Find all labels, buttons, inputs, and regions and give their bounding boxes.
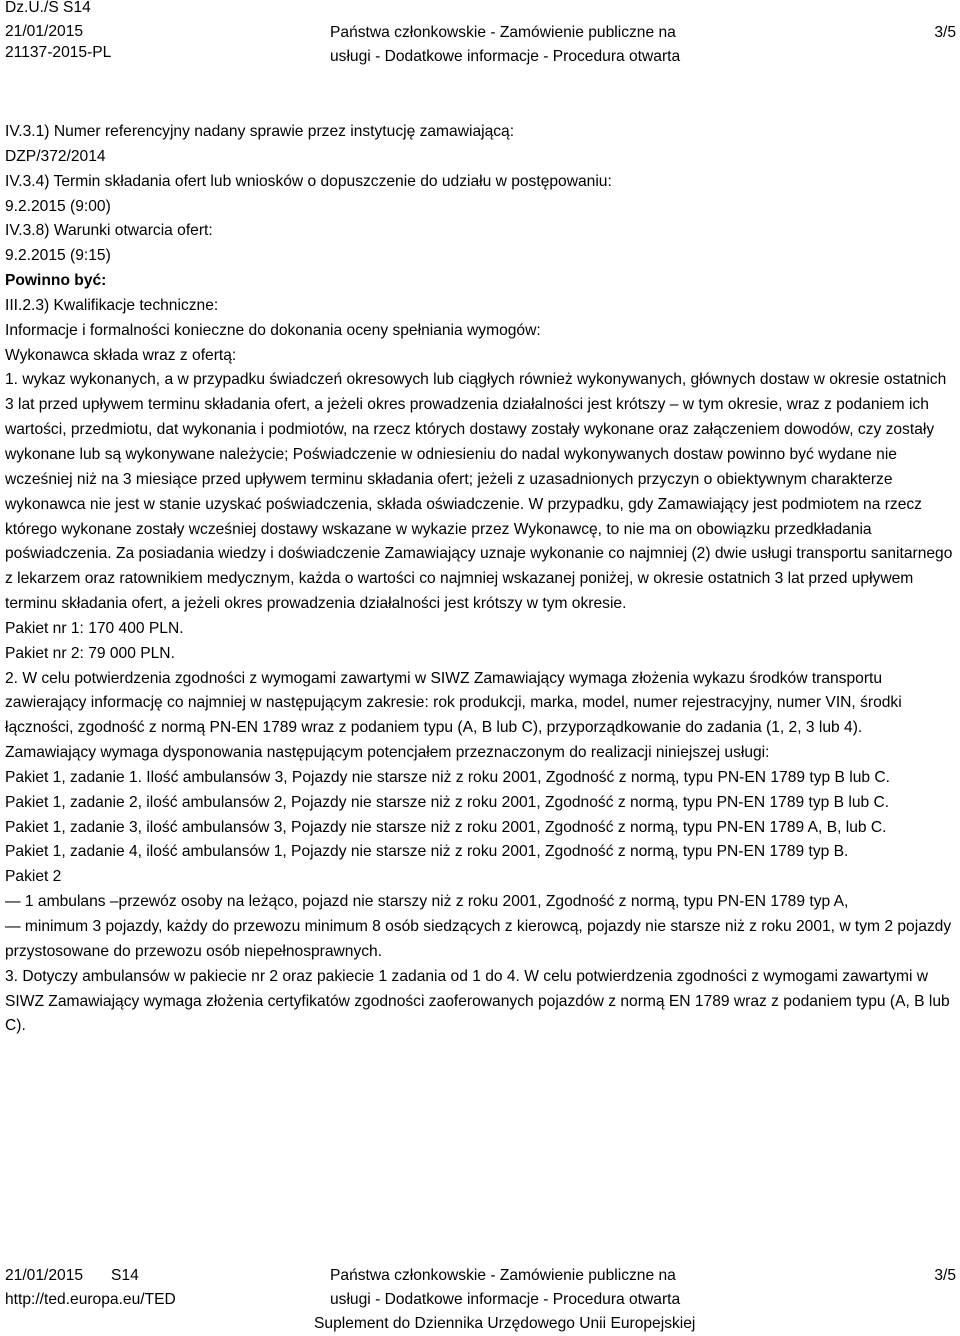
footer-date: 21/01/2015 (5, 1267, 84, 1284)
section-heading: IV.3.4) Termin składania ofert lub wniosków o dopuszczenie do udziału w postępowaniu: (5, 172, 612, 190)
paragraph: 3. Dotyczy ambulansów w pakiecie nr 2 oraz pakiecie 1 zadania od 1 do 4. W celu potwierdzenia zgodności z wymogami zawartymi w SIWZ Zamawiający wymaga złożenia certyfikatów zgodności zaoferowanych pojazdów z normą EN 1789 wraz z podaniem typu (A, B lub C). (5, 967, 950, 1035)
footer-title (314, 1264, 790, 1336)
paragraph: Zamawiający wymaga dysponowania następującym potencjałem przeznaczonym do realizacji niniejszej usługi: (5, 744, 770, 762)
paragraph: Pakiet 2 (5, 868, 62, 886)
header-title (330, 21, 750, 69)
paragraph: Pakiet 1, zadanie 1. Ilość ambulansów 3, Pojazdy nie starsze niż z roku 2001, Zgodność z normą, typu PN-EN 1789 typ B lub C. (5, 768, 890, 786)
footer-title-line2: usługi - Dodatkowe informacje - Procedura otwarta (330, 1291, 681, 1308)
paragraph: Pakiet 1, zadanie 4, ilość ambulansów 1, Pojazdy nie starsze niż z roku 2001, Zgodność z normą, typu PN-EN 1789 typ B. (5, 843, 849, 861)
paragraph: 1. wykaz wykonanych, a w przypadku świadczeń okresowych lub ciągłych również wykonywanych, głównych dostaw w okresie ostatnich 3 lat przed upływem terminu składania ofert, a jeżeli okres prowadzenia działalności jest krótszy – w tym okresie, wraz z podaniem ich wartości, przedmiotu, dat wykonania i podmiotów, na rzecz których dostawy zostały wykonane oraz załączeniem dowodów, czy zostały wykonane lub są wykonywane należycie; Poświadczenie w odniesieniu do nadal wykonywanych dostaw powinno być wydane nie wcześniej niż na 3 miesiące przed upływem terminu składania ofert; jeżeli z uzasadnionych przyczyn o obiektywnym charakterze wykonawca nie jest w stanie uzyskać poświadczenia, składa oświadczenie. W przypadku, gdy Zamawiający jest podmiotem na rzecz którego wykonane zostały wcześniej dostawy wskazane w wykazie przez Wykonawcę, to nie ma on obowiązku przedkładania poświadczenia. Za posiadania wiedzy i doświadczenie Zamawiający uznaje wykonanie co najmniej (2) dwie usługi transportu sanitarnego z lekarzem oraz ratownikiem medycznym, każda o wartości co najmniej wskazanej poniżej, w okresie ostatnich 3 lat przed upływem terminu składania ofert, a jeżeli okres prowadzenia działalności jest krótszy w tym okresie. (5, 371, 953, 613)
section-value: 9.2.2015 (9:15) (5, 247, 111, 265)
header-title-line2: usługi - Dodatkowe informacje - Procedura otwarta (330, 48, 681, 65)
header-series: Dz.U./S S14 (5, 0, 91, 16)
header-page-number: 3/5 (934, 24, 956, 41)
footer-series: S14 (111, 1267, 139, 1284)
header-ref: 21137-2015-PL (5, 44, 112, 61)
should-be-heading: Powinno być: (5, 272, 107, 290)
paragraph: Pakiet 1, zadanie 2, ilość ambulansów 2, Pojazdy nie starsze niż z roku 2001, Zgodność z normą, typu PN-EN 1789 typ B lub C. (5, 793, 890, 811)
section-value: 9.2.2015 (9:00) (5, 197, 111, 215)
document-body (5, 120, 957, 1039)
header-title-line1: Państwa członkowskie - Zamówienie publiczne na (330, 24, 676, 41)
footer-left (5, 1264, 176, 1312)
page-header (0, 0, 960, 80)
footer-url[interactable]: http://ted.europa.eu/TED (5, 1291, 176, 1308)
section-heading: Informacje i formalności konieczne do dokonania oceny spełniania wymogów: (5, 321, 541, 339)
paragraph: Pakiet nr 1: 170 400 PLN. (5, 619, 184, 637)
section-value: DZP/372/2014 (5, 147, 106, 165)
paragraph: Pakiet 1, zadanie 3, ilość ambulansów 3, Pojazdy nie starsze niż z roku 2001, Zgodność z normą, typu PN-EN 1789 A, B, lub C. (5, 818, 887, 836)
paragraph: — minimum 3 pojazdy, każdy do przewozu minimum 8 osób siedzących z kierowcą, pojazdy nie starsze niż z roku 2001, w tym 2 pojazdy przystosowane do przewozu osób niepełnosprawnych. (5, 918, 952, 960)
page-footer (0, 1264, 960, 1334)
paragraph: Pakiet nr 2: 79 000 PLN. (5, 644, 175, 662)
section-heading: IV.3.8) Warunki otwarcia ofert: (5, 222, 213, 240)
section-heading: IV.3.1) Numer referencyjny nadany sprawie przez instytucję zamawiającą: (5, 123, 515, 140)
paragraph: Wykonawca składa wraz z ofertą: (5, 346, 237, 364)
header-date: 21/01/2015 (5, 23, 84, 40)
paragraph: 2. W celu potwierdzenia zgodności z wymogami zawartymi w SIWZ Zamawiający wymaga złożenia wykazu środków transportu zawierający informację co najmniej w następującym zakresie: rok produkcji, marka, model, numer rejestracyjny, numer VIN, środki łączności, zgodność z normą PN-EN 1789 wraz z podaniem typu (A, B lub C), przyporządkowanie do zadania (1, 2, 3 lub 4). (5, 669, 902, 737)
section-heading: III.2.3) Kwalifikacje techniczne: (5, 296, 219, 314)
footer-title-line3: Suplement do Dziennika Urzędowego Unii Europejskiej (314, 1315, 696, 1332)
header-left (5, 0, 305, 63)
footer-page-number: 3/5 (934, 1267, 956, 1284)
paragraph: — 1 ambulans –przewóz osoby na leżąco, pojazd nie starszy niż z roku 2001, Zgodność z normą, typu PN-EN 1789 typ A, (5, 893, 849, 911)
footer-title-line1: Państwa członkowskie - Zamówienie publiczne na (330, 1267, 676, 1284)
